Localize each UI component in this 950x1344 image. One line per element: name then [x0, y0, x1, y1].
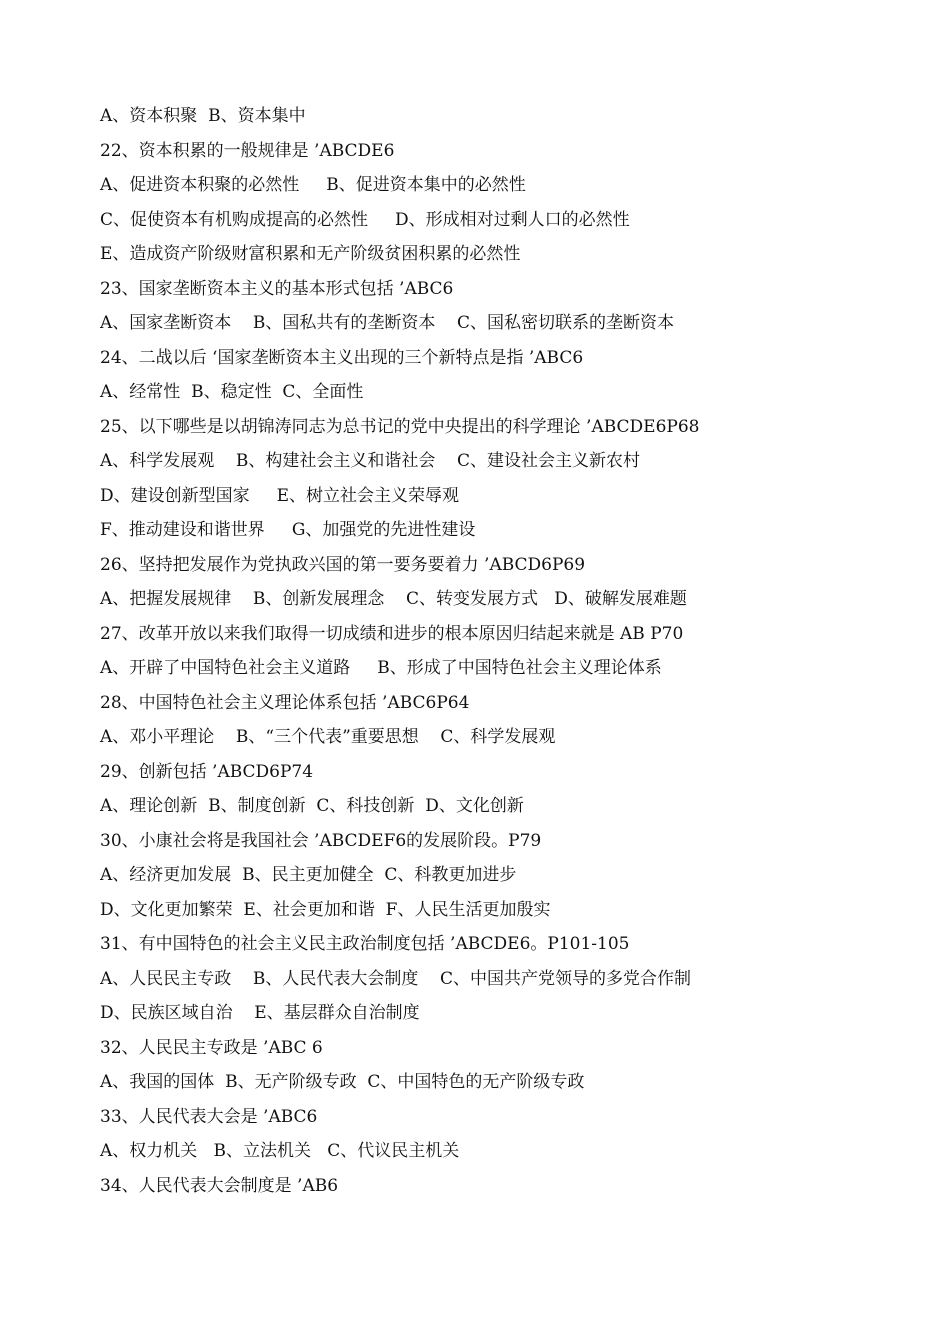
- text-line: A、开辟了中国特色社会主义道路 B、形成了中国特色社会主义理论体系: [100, 658, 662, 678]
- text-line: A、科学发展观 B、构建社会主义和谐社会 C、建设社会主义新农村: [100, 451, 641, 471]
- text-line: A、经常性 B、稳定性 C、全面性: [100, 382, 364, 402]
- text-line: A、人民民主专政 B、人民代表大会制度 C、中国共产党领导的多党合作制: [100, 968, 692, 989]
- question-line: 31、有中国特色的社会主义民主政治制度包括 ’ABCDE6。P101-105: [100, 934, 630, 954]
- text-line: A、经济更加发展 B、民主更加健全 C、科教更加进步: [100, 865, 517, 885]
- question-line: 23、国家垄断资本主义的基本形式包括 ’ABC6: [100, 278, 454, 299]
- text-line: A、邓小平理论 B、“三个代表”重要思想 C、科学发展观: [100, 727, 556, 747]
- text-line: D、建设创新型国家 E、树立社会主义荣辱观: [100, 485, 460, 506]
- text-line: A、国家垄断资本 B、国私共有的垄断资本 C、国私密切联系的垄断资本: [100, 313, 675, 333]
- text-line: A、我国的国体 B、无产阶级专政 C、中国特色的无产阶级专政: [100, 1072, 585, 1092]
- question-line: 33、人民代表大会是 ’ABC6: [100, 1106, 318, 1127]
- question-line: 26、坚持把发展作为党执政兴国的第一要务要着力 ’ABCD6P69: [100, 554, 586, 575]
- text-line: F、推动建设和谐世界 G、加强党的先进性建设: [100, 520, 476, 540]
- text-line: D、文化更加繁荣 E、社会更加和谐 F、人民生活更加殷实: [100, 899, 551, 920]
- question-line: 34、人民代表大会制度是 ’AB6: [100, 1175, 339, 1196]
- document-page: [100, 99, 920, 1203]
- text-line: C、促使资本有机购成提高的必然性 D、形成相对过剩人口的必然性: [100, 209, 630, 230]
- question-line: 28、中国特色社会主义理论体系包括 ’ABC6P64: [100, 692, 470, 713]
- text-line: A、资本积聚 B、资本集中: [100, 106, 306, 126]
- text-line: D、民族区域自治 E、基层群众自治制度: [100, 1003, 420, 1023]
- text-line: A、权力机关 B、立法机关 C、代议民主机关: [100, 1141, 460, 1161]
- question-line: 30、小康社会将是我国社会 ’ABCDEF6的发展阶段。P79: [100, 830, 542, 851]
- question-line: 22、资本积累的一般规律是 ’ABCDE6: [100, 140, 395, 161]
- question-line: 27、改革开放以来我们取得一切成绩和进步的根本原因归结起来就是 AB P70: [100, 623, 684, 644]
- question-line: 24、二战以后 ‘国家垄断资本主义出现的三个新特点是指 ’ABC6: [100, 347, 584, 368]
- text-line: A、理论创新 B、制度创新 C、科技创新 D、文化创新: [100, 796, 524, 816]
- text-line: A、促进资本积聚的必然性 B、促进资本集中的必然性: [100, 175, 526, 195]
- question-line: 29、创新包括 ’ABCD6P74: [100, 761, 314, 782]
- text-line: E、造成资产阶级财富积累和无产阶级贫困积累的必然性: [100, 244, 521, 264]
- text-line: A、把握发展规律 B、创新发展理念 C、转变发展方式 D、破解发展难题: [100, 589, 687, 609]
- question-line: 32、人民民主专政是 ’ABC 6: [100, 1037, 323, 1058]
- question-line: 25、以下哪些是以胡锦涛同志为总书记的党中央提出的科学理论 ’ABCDE6P68: [100, 416, 700, 437]
